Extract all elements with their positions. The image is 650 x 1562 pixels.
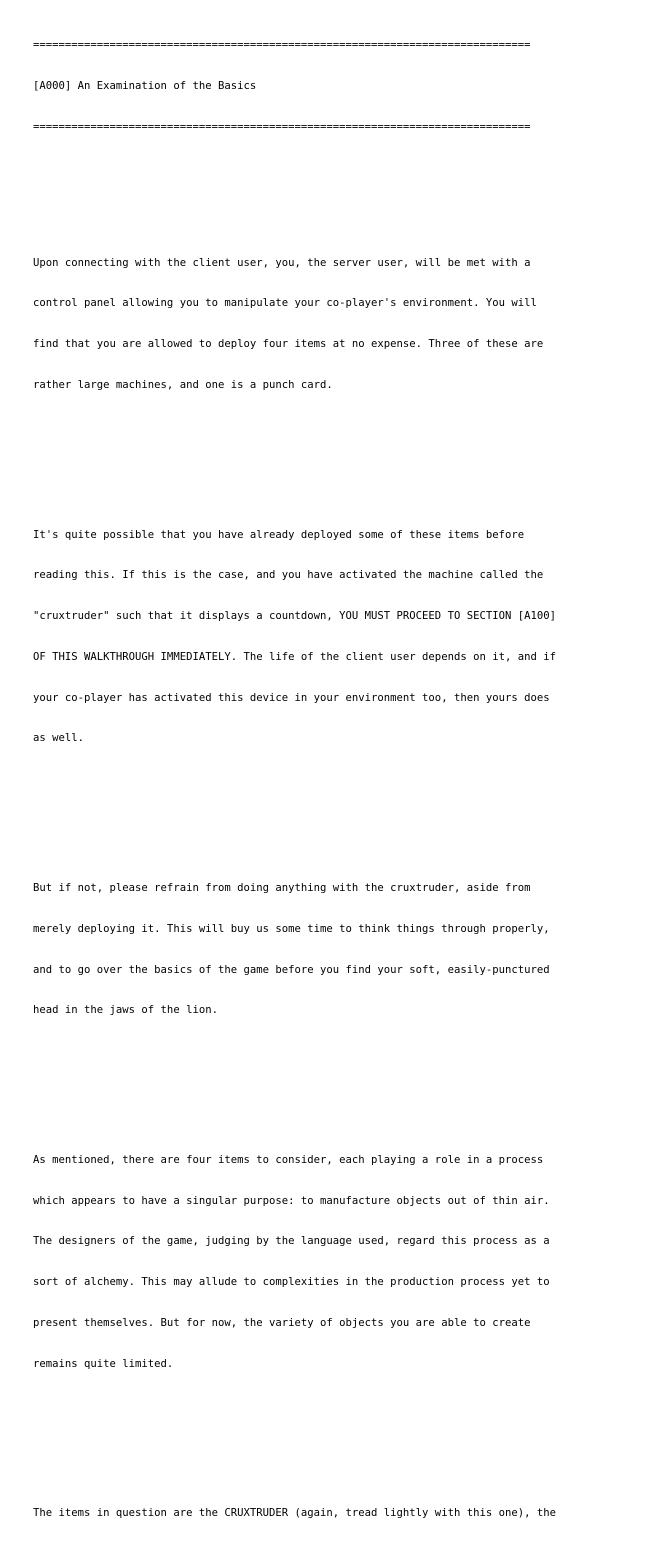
- bottom-rule: ==============================================================================: [33, 120, 531, 133]
- section-heading: [A000] An Examination of the Basics: [33, 79, 257, 92]
- text-line: control panel allowing you to manipulate your co-player's environment. You will: [33, 297, 537, 310]
- paragraph-2: [33, 501, 643, 773]
- text-line: rather large machines, and one is a punch card.: [33, 379, 333, 392]
- text-line: which appears to have a singular purpose: to manufacture objects out of thin air.: [33, 1194, 550, 1207]
- text-line: as well.: [33, 732, 85, 745]
- text-line: reading this. If this is the case, and you have activated the machine called the: [33, 569, 544, 582]
- paragraph-5: [33, 1480, 643, 1548]
- text-line: your co-player has activated this device in your environment too, then yours does: [33, 691, 550, 704]
- text-line: and to go over the basics of the game before you find your soft, easily-punctured: [33, 963, 550, 976]
- paragraph-4: [33, 1127, 643, 1399]
- text-line: remains quite limited.: [33, 1357, 174, 1370]
- top-rule: ==============================================================================: [33, 39, 531, 52]
- text-line: "cruxtruder" such that it displays a countdown, YOU MUST PROCEED TO SECTION [A100]: [33, 610, 556, 623]
- text-line: As mentioned, there are four items to consider, each playing a role in a process: [33, 1153, 544, 1166]
- text-line: present themselves. But for now, the variety of objects you are able to create: [33, 1317, 531, 1329]
- text-line: Upon connecting with the client user, you, the server user, will be met with a: [33, 256, 531, 269]
- text-line: The designers of the game, judging by the language used, regard this process as a: [33, 1235, 550, 1248]
- paragraph-1: [33, 230, 643, 420]
- text-line: It's quite possible that you have already deployed some of these items before: [33, 528, 525, 541]
- text-line: merely deploying it. This will buy us some time to think things through properly,: [33, 922, 550, 935]
- text-line: find that you are allowed to deploy four items at no expense. Three of these are: [33, 338, 544, 351]
- paragraph-3: [33, 855, 643, 1045]
- text-line: sort of alchemy. This may allude to complexities in the production process yet to: [33, 1276, 550, 1289]
- text-line: But if not, please refrain from doing anything with the cruxtruder, aside from: [33, 882, 531, 894]
- walkthrough-document: [33, 12, 643, 1562]
- text-line: OF THIS WALKTHROUGH IMMEDIATELY. The life of the client user depends on it, and if: [33, 650, 556, 663]
- text-line: The items in question are the CRUXTRUDER (again, tread lightly with this one), the: [33, 1507, 556, 1520]
- text-line: head in the jaws of the lion.: [33, 1004, 218, 1017]
